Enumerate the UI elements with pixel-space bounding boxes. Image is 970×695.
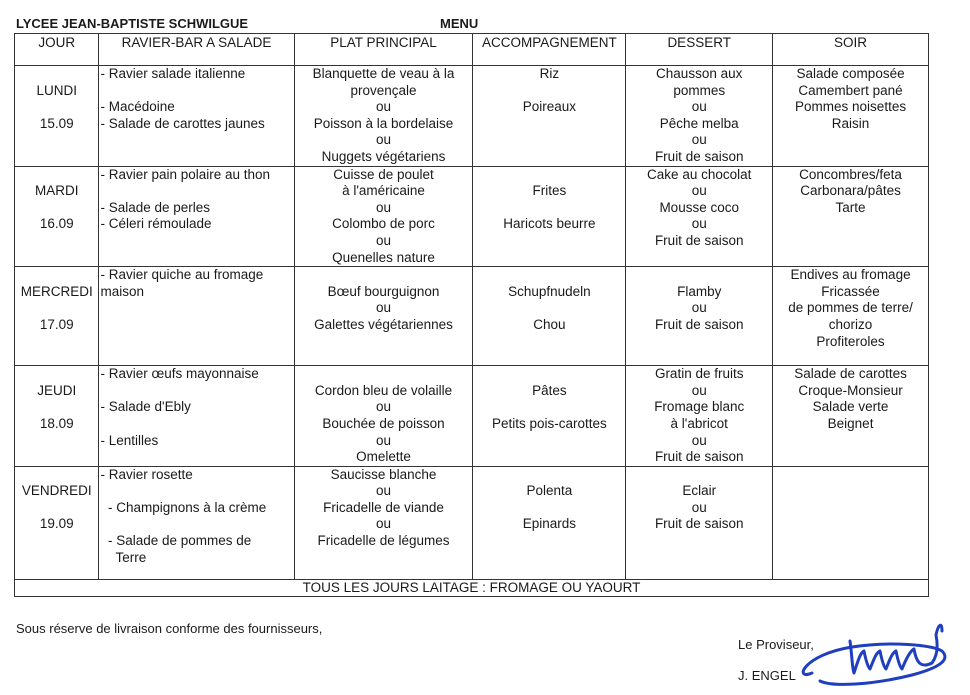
cell-line: ou	[691, 183, 707, 199]
cell-line: Bouchée de poisson	[322, 415, 445, 431]
day-cell	[15, 267, 99, 366]
cell-line: Polenta	[526, 483, 573, 499]
cell-line: Gratin de fruits	[654, 366, 744, 382]
cell-line	[473, 467, 625, 484]
cell-line: 18.09	[39, 415, 74, 431]
cell-line	[15, 99, 98, 116]
col-header-dessert: DESSERT	[626, 34, 773, 66]
cell-line: Cake au chocolat	[647, 166, 752, 182]
cell-line: - Ravier quiche au fromage	[100, 267, 264, 283]
cell-line: 16.09	[39, 216, 74, 232]
cell-line	[15, 300, 98, 317]
cell-line: Nuggets végétariens	[321, 148, 446, 164]
cell-line: - Lentilles	[100, 432, 159, 448]
cell-line	[15, 399, 98, 416]
soir-cell	[773, 366, 929, 467]
cell-line: Epinards	[522, 516, 577, 532]
cell-line: Eclair	[682, 483, 717, 499]
plat-cell	[294, 66, 473, 167]
signer-name: J. ENGEL	[738, 668, 796, 683]
accompagnement-cell	[473, 267, 626, 366]
cell-line: ou	[375, 132, 392, 148]
cell-line: Salade verte	[812, 399, 889, 415]
cell-line: 17.09	[39, 316, 74, 332]
dessert-cell	[626, 267, 773, 366]
table-row	[15, 466, 929, 579]
cell-line: Camembert pané	[798, 82, 903, 98]
plat-cell	[294, 366, 473, 467]
cell-line: ou	[691, 432, 707, 448]
ravier-cell	[99, 267, 294, 366]
cell-line: - Ravier pain polaire au thon	[100, 166, 271, 182]
cell-line: 15.09	[39, 115, 74, 131]
day-cell	[15, 166, 99, 267]
cell-line: - Ravier rosette	[100, 466, 193, 482]
cell-line: - Ravier salade italienne	[100, 66, 246, 81]
cell-line	[295, 366, 473, 383]
cell-line: Colombo de porc	[332, 216, 435, 232]
cell-line: Haricots beurre	[503, 216, 596, 232]
cell-line	[626, 267, 772, 284]
cell-line: Fruit de saison	[654, 316, 744, 332]
cell-line	[99, 183, 293, 200]
cell-line: maison	[100, 283, 144, 299]
cell-line: - Macédoine	[100, 99, 175, 115]
cell-line	[99, 416, 293, 433]
cell-line: Riz	[539, 66, 560, 81]
cell-line: Terre	[100, 549, 147, 565]
cell-line: Schupfnudeln	[508, 283, 591, 299]
cell-line: ou	[691, 499, 707, 515]
accompagnement-cell	[473, 66, 626, 167]
cell-line	[15, 200, 98, 217]
cell-line: chorizo	[828, 316, 873, 332]
cell-line: Fruit de saison	[654, 148, 744, 164]
accompagnement-cell	[473, 366, 626, 467]
cell-line	[15, 66, 98, 83]
ravier-cell	[99, 466, 294, 579]
cell-line: - Salade de perles	[100, 199, 211, 215]
menu-title: MENU	[440, 16, 479, 31]
cell-line: Fricassée	[821, 283, 880, 299]
cell-line: MARDI	[34, 183, 79, 199]
cell-line: Omelette	[356, 449, 411, 465]
cell-line: Cuisse de poulet	[333, 166, 434, 182]
cell-line	[15, 167, 98, 184]
cell-line: MERCREDI	[20, 283, 93, 299]
cell-line: Mousse coco	[659, 199, 739, 215]
cell-line: Raisin	[831, 115, 870, 131]
col-header-ravier: RAVIER-BAR A SALADE	[99, 34, 294, 66]
cell-line: pommes	[673, 82, 726, 98]
cell-line: Carbonara/pâtes	[800, 183, 901, 199]
school-name: LYCEE JEAN-BAPTISTE SCHWILGUE	[16, 16, 249, 31]
cell-line	[473, 399, 625, 416]
cell-line: ou	[691, 382, 707, 398]
cell-line: ou	[691, 132, 707, 148]
dessert-cell	[626, 366, 773, 467]
cell-line: Blanquette de veau à la	[312, 66, 455, 81]
accompagnement-cell	[473, 466, 626, 579]
cell-line: Fricadelle de viande	[323, 499, 444, 515]
cell-line: Concombres/feta	[799, 166, 902, 182]
col-header-plat: PLAT PRINCIPAL	[294, 34, 473, 66]
supply-note: Sous réserve de livraison conforme des fournisseurs,	[16, 621, 323, 636]
cell-line: - Salade d'Ebly	[100, 399, 191, 415]
header-row	[15, 34, 929, 66]
soir-cell	[773, 267, 929, 366]
dessert-cell	[626, 66, 773, 167]
cell-line: ou	[375, 99, 392, 115]
cell-line: ou	[691, 300, 707, 316]
cell-line	[15, 500, 98, 517]
cell-line: Galettes végétariennes	[314, 316, 453, 332]
signer-role: Le Proviseur,	[738, 637, 814, 652]
cell-line	[15, 467, 98, 484]
day-cell	[15, 66, 99, 167]
cell-line: provençale	[350, 82, 417, 98]
ravier-cell	[99, 366, 294, 467]
cell-line: de pommes de terre/	[788, 300, 913, 316]
cell-line	[99, 483, 293, 500]
cell-line: Quenelles nature	[332, 249, 435, 265]
cell-line: ou	[691, 216, 707, 232]
cell-line: Salade de carottes	[794, 366, 907, 382]
cell-line: Endives au fromage	[790, 267, 911, 283]
cell-line: Petits pois-carottes	[492, 415, 607, 431]
cell-line: Croque-Monsieur	[798, 382, 903, 398]
table-row	[15, 267, 929, 366]
cell-line: Salade composée	[796, 66, 905, 81]
cell-line	[15, 366, 98, 383]
dessert-cell	[626, 466, 773, 579]
cell-line: Cordon bleu de volaille	[314, 382, 453, 398]
footer-note: TOUS LES JOURS LAITAGE : FROMAGE OU YAOURT	[15, 579, 929, 596]
cell-line: Poisson à la bordelaise	[313, 115, 454, 131]
plat-cell	[294, 466, 473, 579]
cell-line: Tarte	[835, 199, 866, 215]
cell-line	[99, 83, 293, 100]
cell-line: Fruit de saison	[654, 232, 744, 248]
cell-line: Fromage blanc	[654, 399, 745, 415]
cell-line: Fruit de saison	[654, 449, 744, 465]
cell-line: Fricadelle de légumes	[317, 533, 450, 549]
cell-line	[626, 467, 772, 484]
cell-line: Fruit de saison	[654, 516, 744, 532]
table-row	[15, 166, 929, 267]
cell-line	[473, 500, 625, 517]
cell-line	[15, 267, 98, 284]
menu-table	[14, 33, 929, 597]
cell-line: Poireaux	[522, 99, 577, 115]
cell-line: Chou	[533, 316, 566, 332]
ravier-cell	[99, 66, 294, 167]
table-row	[15, 366, 929, 467]
cell-line: Pâtes	[532, 382, 567, 398]
soir-cell	[773, 166, 929, 267]
cell-line	[99, 516, 293, 533]
cell-line: à l'américaine	[342, 183, 425, 199]
cell-line: Flamby	[677, 283, 722, 299]
cell-line: JEUDI	[37, 382, 77, 398]
signature-image	[792, 615, 952, 693]
soir-cell	[773, 466, 929, 579]
cell-line: - Salade de carottes jaunes	[100, 115, 265, 131]
cell-line: ou	[375, 199, 392, 215]
soir-cell	[773, 66, 929, 167]
table-row	[15, 66, 929, 167]
accompagnement-cell	[473, 166, 626, 267]
cell-line: - Ravier œufs mayonnaise	[100, 366, 259, 382]
day-cell	[15, 366, 99, 467]
cell-line	[295, 267, 473, 284]
col-header-jour: JOUR	[15, 34, 99, 66]
cell-line: ou	[375, 232, 392, 248]
cell-line: à l'abricot	[670, 415, 728, 431]
cell-line: Profiteroles	[816, 333, 885, 349]
cell-line: ou	[375, 300, 392, 316]
cell-line: Chausson aux	[656, 66, 743, 81]
cell-line: - Salade de pommes de	[100, 533, 252, 549]
cell-line: - Champignons à la crème	[100, 499, 267, 515]
cell-line: Frites	[532, 183, 567, 199]
col-header-accompagnement: ACCOMPAGNEMENT	[473, 34, 626, 66]
ravier-cell	[99, 166, 294, 267]
cell-line: Bœuf bourguignon	[327, 283, 440, 299]
cell-line	[473, 167, 625, 184]
cell-line	[473, 267, 625, 284]
plat-cell	[294, 267, 473, 366]
cell-line: VENDREDI	[21, 483, 92, 499]
cell-line: ou	[691, 99, 707, 115]
cell-line: LUNDI	[36, 82, 77, 98]
cell-line: - Céleri rémoulade	[100, 216, 212, 232]
cell-line: Saucisse blanche	[330, 466, 437, 482]
col-header-soir: SOIR	[773, 34, 929, 66]
cell-line: Pêche melba	[659, 115, 739, 131]
cell-line: ou	[375, 432, 392, 448]
cell-line: 19.09	[39, 516, 74, 532]
cell-line: Pommes noisettes	[795, 99, 907, 115]
cell-line: ou	[375, 399, 392, 415]
cell-line	[473, 300, 625, 317]
dessert-cell	[626, 166, 773, 267]
cell-line	[473, 366, 625, 383]
cell-line: Beignet	[827, 415, 874, 431]
cell-line	[473, 83, 625, 100]
plat-cell	[294, 166, 473, 267]
cell-line	[99, 383, 293, 400]
day-cell	[15, 466, 99, 579]
cell-line: ou	[375, 483, 392, 499]
cell-line	[473, 200, 625, 217]
cell-line: ou	[375, 516, 392, 532]
